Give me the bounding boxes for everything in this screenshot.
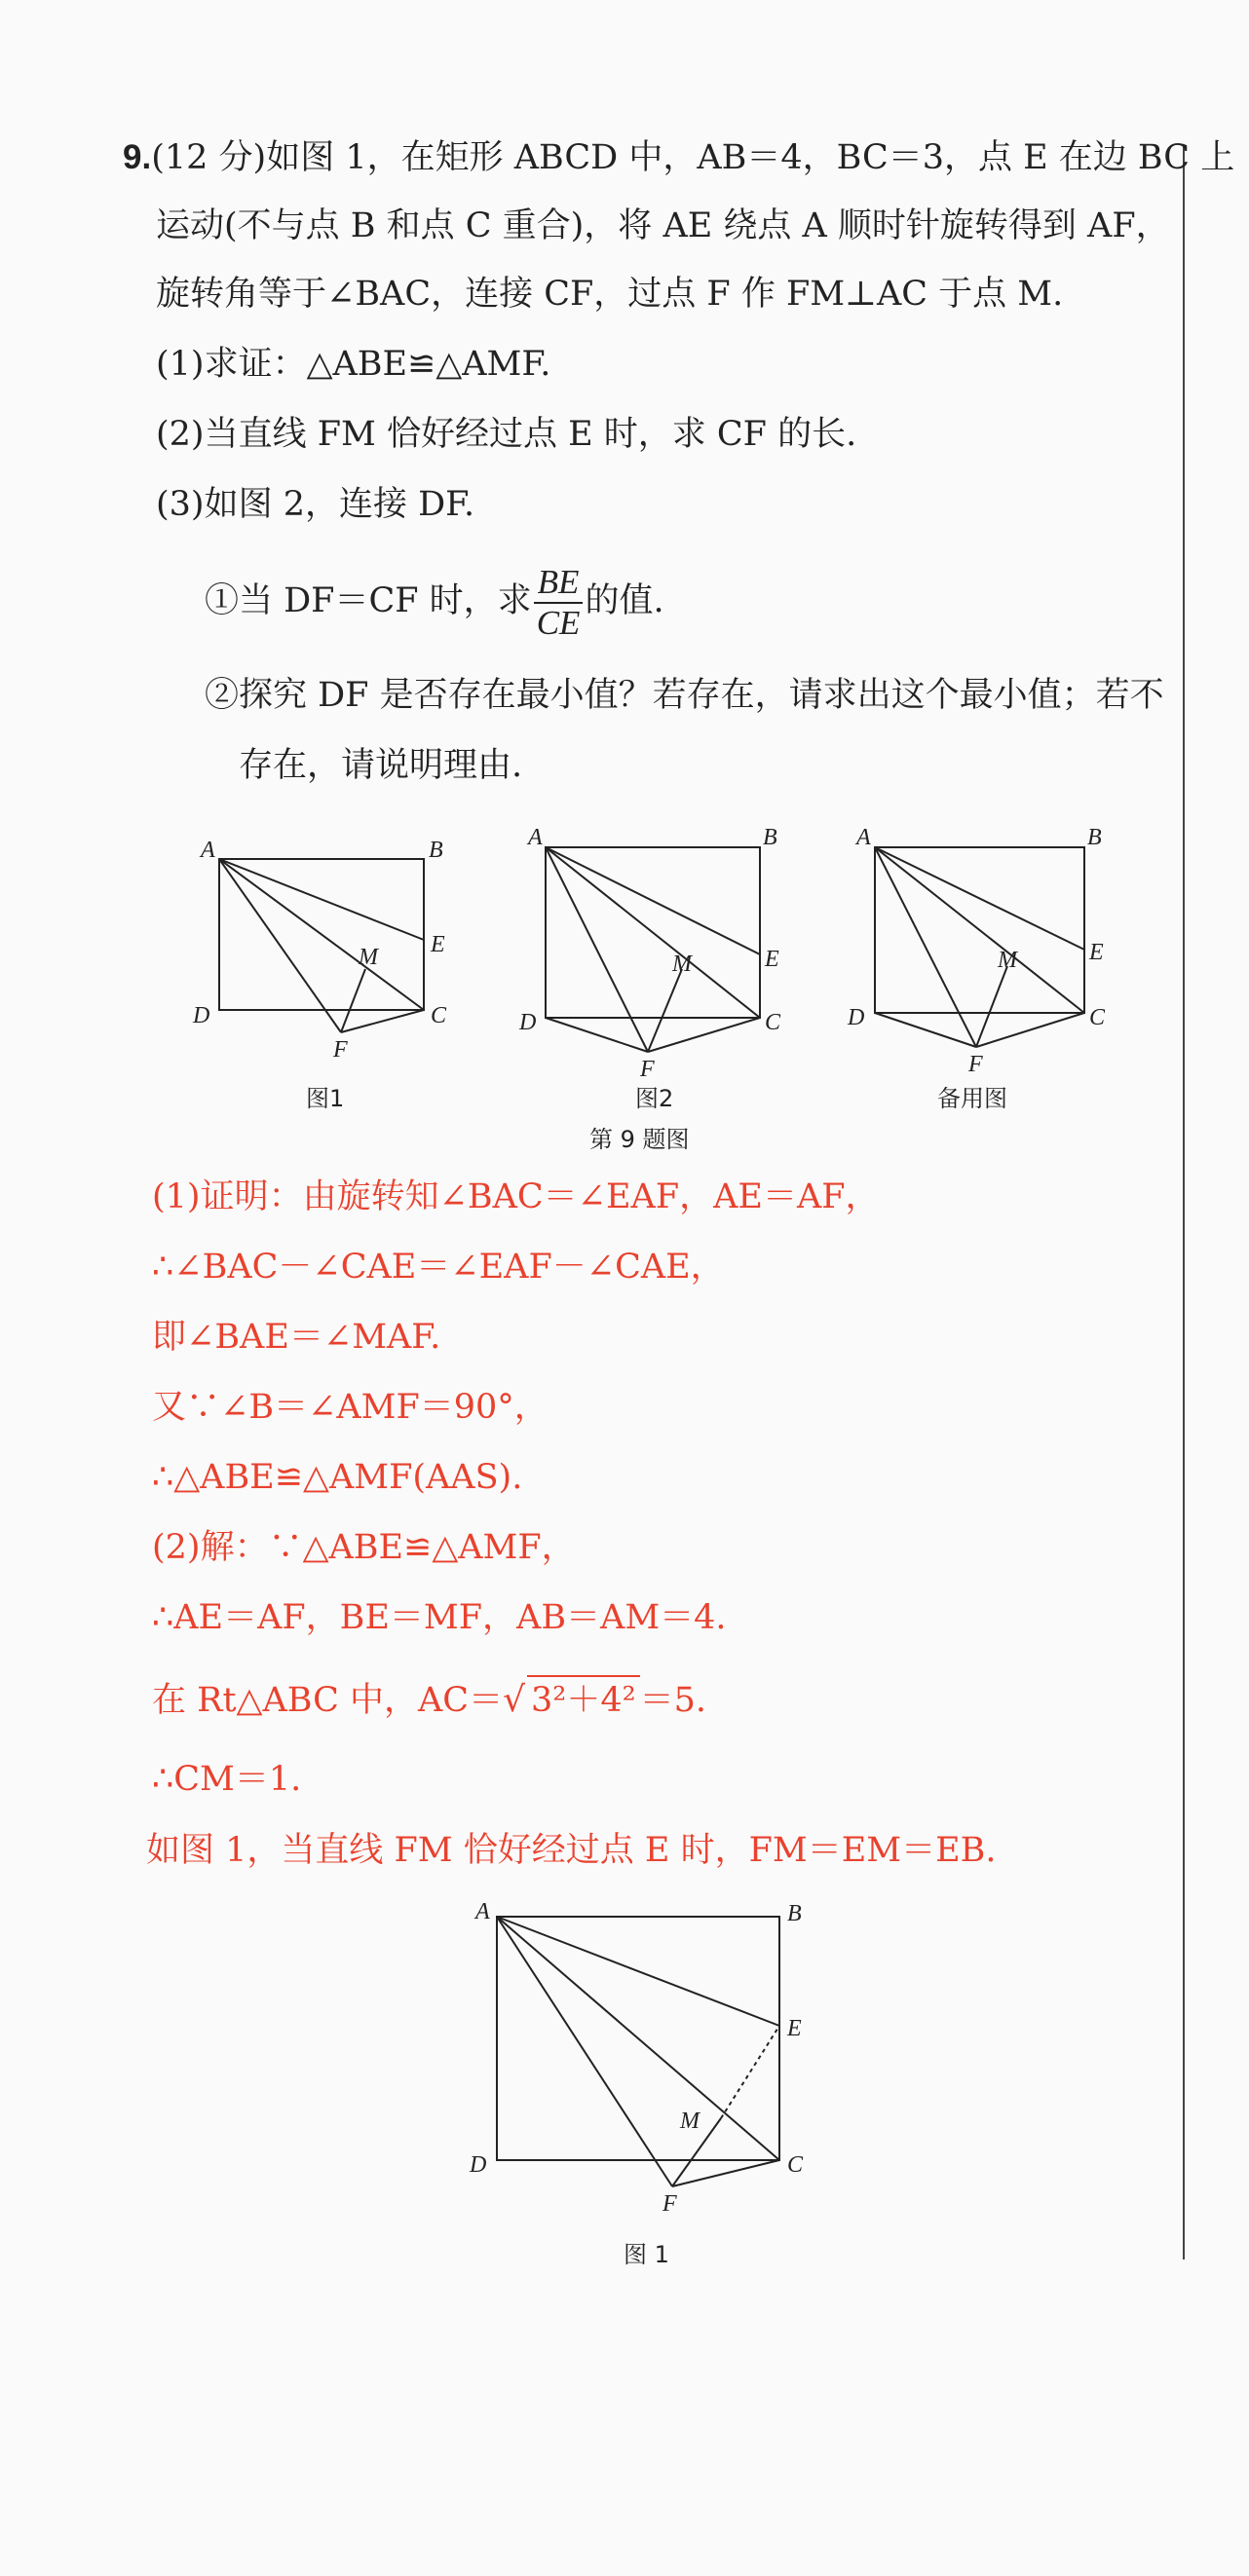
fig2-label-c: C <box>765 1010 781 1035</box>
solution-line-9: ∴CM＝1. <box>152 1760 302 1799</box>
fig2-label-m: M <box>672 952 692 977</box>
question-3: (3)如图 2，连接 DF. <box>156 485 475 524</box>
question-3b-line-1: ②探究 DF 是否存在最小值？若存在，请求出这个最小值；若不 <box>205 676 1164 715</box>
figure-group-caption: 第 9 题图 <box>589 1126 690 1153</box>
sol-fig-label-f: F <box>662 2191 677 2216</box>
fraction-numerator: BE <box>534 563 584 604</box>
solution-line-6: (2)解：∵△ABE≌△AMF， <box>152 1528 576 1567</box>
solution-line-8-prefix: 在 Rt△ABC 中，AC＝ <box>152 1681 504 1720</box>
question-2: (2)当直线 FM 恰好经过点 E 时，求 CF 的长. <box>156 415 857 454</box>
fig1-label-b: B <box>429 838 443 863</box>
question-1: (1)求证：△ABE≌△AMF. <box>156 345 551 384</box>
solution-line-4: 又∵∠B＝∠AMF＝90°， <box>152 1388 549 1427</box>
fig2-label-a: A <box>528 825 543 850</box>
solution-line-10: 如图 1，当直线 FM 恰好经过点 E 时，FM＝EM＝EB. <box>146 1831 997 1870</box>
sol-fig-label-d: D <box>470 2152 487 2178</box>
fig2-label-b: B <box>763 825 777 850</box>
sol-fig-label-a: A <box>475 1899 490 1924</box>
fig2-label-d: D <box>519 1010 537 1035</box>
figure-spare <box>840 813 1132 1081</box>
fraction-denominator: CE <box>536 603 581 642</box>
solution-line-8-suffix: ＝5. <box>639 1681 707 1720</box>
caption-figure-2: 图2 <box>635 1085 674 1112</box>
spare-label-f: F <box>968 1052 983 1077</box>
caption-figure-1: 图1 <box>306 1085 345 1112</box>
spare-label-e: E <box>1089 940 1104 965</box>
sol-fig-label-b: B <box>787 1901 802 1926</box>
problem-statement-1: 如图 1，在矩形 ABCD 中，AB＝4，BC＝3，点 E 在边 BC 上 <box>266 138 1235 177</box>
fig1-label-f: F <box>333 1037 348 1063</box>
solution-line-1: (1)证明：由旋转知∠BAC＝∠EAF，AE＝AF， <box>152 1177 880 1216</box>
spare-label-b: B <box>1087 825 1102 850</box>
solution-line-7: ∴AE＝AF，BE＝MF，AB＝AM＝4. <box>152 1598 727 1637</box>
spare-label-a: A <box>856 825 871 850</box>
caption-spare-figure: 备用图 <box>937 1085 1007 1112</box>
solution-line-2: ∴∠BAC－∠CAE＝∠EAF－∠CAE， <box>152 1248 725 1287</box>
fig2-label-f: F <box>640 1057 655 1081</box>
problem-points: (12 分) <box>151 138 267 177</box>
margin-rule <box>1183 146 1185 2259</box>
solution-line-3: 即∠BAE＝∠MAF. <box>152 1318 441 1357</box>
fig1-label-m: M <box>359 945 378 970</box>
question-3a <box>205 560 664 643</box>
problem-statement-2: 运动(不与点 B 和点 C 重合)，将 AE 绕点 A 顺时针旋转得到 AF， <box>156 206 1170 245</box>
spare-label-m: M <box>998 948 1017 973</box>
problem-number: 9. <box>123 138 152 176</box>
problem-statement-3: 旋转角等于∠BAC，连接 CF，过点 F 作 FM⊥AC 于点 M. <box>156 275 1064 314</box>
solution-line-8: 在 Rt△ABC 中，AC＝√ 3²＋4² ＝5. <box>152 1675 706 1724</box>
spare-label-d: D <box>848 1005 865 1030</box>
figure-1 <box>185 828 477 1081</box>
solution-line-5: ∴△ABE≌△AMF(AAS). <box>152 1458 523 1497</box>
spare-label-c: C <box>1089 1005 1106 1030</box>
question-3b-line-2: 存在，请说明理由. <box>239 746 523 785</box>
sqrt-radicand: 3²＋4² <box>527 1675 640 1724</box>
fig1-label-e: E <box>431 932 445 957</box>
sol-fig-label-e: E <box>787 2016 802 2041</box>
sol-fig-label-c: C <box>787 2152 804 2178</box>
sol-fig-label-m: M <box>680 2109 700 2134</box>
fig1-label-a: A <box>201 838 215 863</box>
question-3a-suffix: 的值. <box>585 581 664 620</box>
problem-line-1 <box>123 134 1234 181</box>
solution-figure-1 <box>458 1880 828 2216</box>
solution-figure-caption: 图 1 <box>624 2241 669 2268</box>
fig1-label-c: C <box>431 1003 447 1028</box>
question-3a-prefix: ①当 DF＝CF 时，求 <box>205 581 532 620</box>
fraction-be-ce <box>534 563 584 643</box>
figure-2 <box>511 813 804 1081</box>
fig1-label-d: D <box>193 1003 210 1028</box>
fig2-label-e: E <box>765 947 779 972</box>
